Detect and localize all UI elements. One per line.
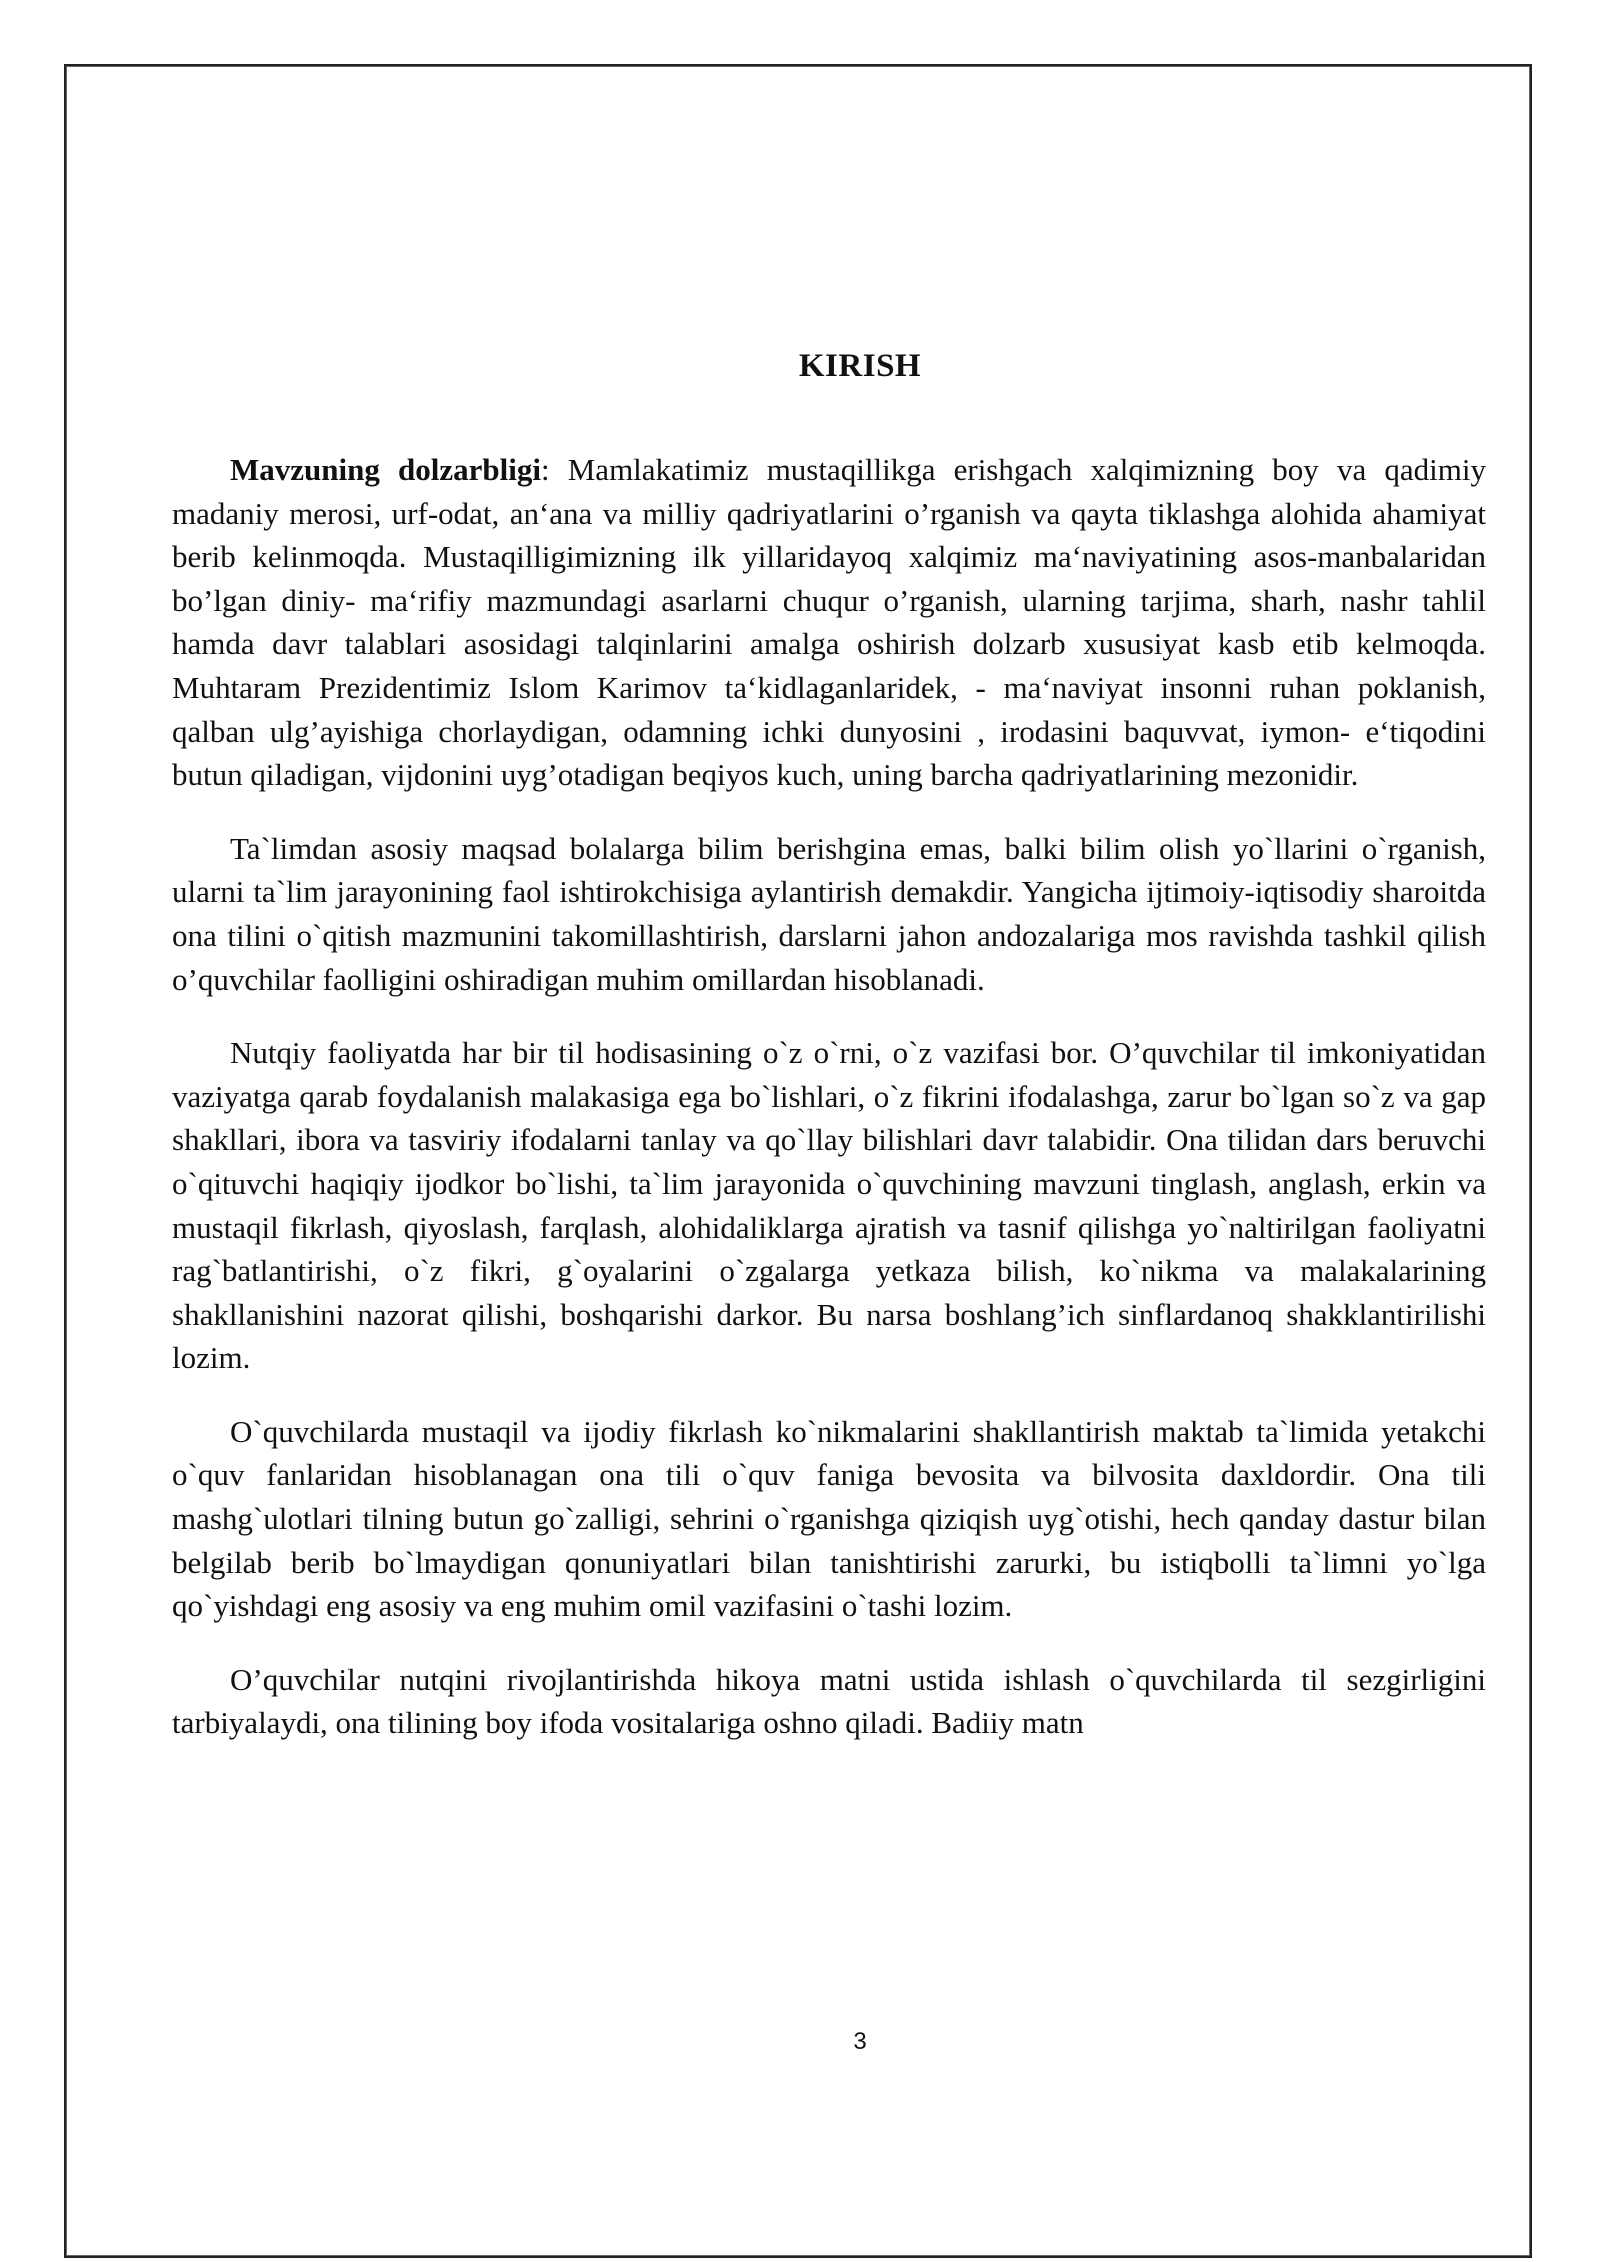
- paragraph-relevance: [172, 448, 1486, 797]
- paragraph-lead: Mavzuning dolzarbligi: [230, 452, 541, 487]
- paragraph-independent-thinking: O`quvchilarda mustaqil va ijodiy fikrlash ko`nikmalarini shakllantirish maktab ta`limida yetakchi o`quv fanlaridan hisoblanagan ona tili o`quv faniga bevosita va bilvosita daxldordir. Ona tili mashg`ulotlari tilning butun go`zalligi, sehrini o`rganishga qiziqish uyg`otishi, hech qanday dastur bilan belgilab berib bo`lmaydigan qonuniyatlari bilan tanishtirishi zarurki, bu istiqbolli ta`limni yo`lga qo`yishdagi eng asosiy va eng muhim omil vazifasini o`tashi lozim.: [172, 1413, 1486, 1624]
- page-title: KIRISH: [798, 348, 922, 384]
- document-body: [172, 448, 1486, 1775]
- paragraph-story-text: O’quvchilar nutqini rivojlantirishda hikoya matni ustida ishlash o`quvchilarda til sezgirligini tarbiyalaydi, ona tilining boy ifoda vositalariga oshno qiladi. Badiiy matn: [172, 1661, 1486, 1741]
- page-number: 3: [853, 2028, 867, 2055]
- paragraph-education-goal: Ta`limdan asosiy maqsad bolalarga bilim berishgina emas, balki bilim olish yo`llarini o`rganish, ularni ta`lim jarayonining faol ishtirokchisiga aylantirish demakdir. Yangicha ijtimoiy-iqtisodiy sharoitda ona tilini o`qitish mazmunini takomillashtirish, darslarni jahon andozalariga mos ravishda tashkil qilish o’quvchilar faolligini oshiradigan muhim omillardan hisoblanadi.: [172, 830, 1486, 997]
- paragraph-text: : Mamlakatimiz mustaqillikga erishgach xalqimizning boy va qadimiy madaniy merosi, urf-odat, an‘ana va milliy qadriyatlarini o’rganish va qayta tiklashga alohida ahamiyat berib kelinmoqda. Mustaqilligimizning ilk yillaridayoq xalqimiz ma‘naviyatining asos-manbalaridan bo’lgan diniy- ma‘rifiy mazmundagi asarlarni chuqur o’rganish, ularning tarjima, sharh, nashr tahlil hamda davr talablari asosidagi talqinlarini amalga oshirish dolzarb xususiyat kasb etib kelmoqda. Muhtaram Prezidentimiz Islom Karimov ta‘kidlaganlaridek, - ma‘naviyat insonni ruhan poklanish, qalban ulg’ayishiga chorlaydigan, odamning ichki dunyosini , irodasini baquvvat, iymon- e‘tiqodini butun qiladigan, vijdonini uyg’otadigan beqiyos kuch, uning barcha qadriyatlarining mezonidir.: [172, 452, 1486, 793]
- paragraph-speech-activity: Nutqiy faoliyatda har bir til hodisasining o`z o`rni, o`z vazifasi bor. O’quvchilar til imkoniyatidan vaziyatga qarab foydalanish malakasiga ega bo`lishlari, o`z fikrini ifodalashga, zarur bo`lgan so`z va gap shakllari, ibora va tasviriy ifodalarni tanlay va qo`llay bilishlari davr talabidir. Ona tilidan dars beruvchi o`qituvchi haqiqiy ijodkor bo`lishi, ta`lim jarayonida o`quvchining mavzuni tinglash, anglash, erkin va mustaqil fikrlash, qiyoslash, farqlash, alohidaliklarga ajratish va tasnif qilishga yo`naltirilgan faoliyatni rag`batlantirishi, o`z fikri, g`oyalarini o`zgalarga yetkaza bilish, ko`nikma va malakalarining shakllanishini nazorat qilishi, boshqarishi darkor. Bu narsa boshlang’ich sinflardanoq shakklantirilishi lozim.: [172, 1035, 1486, 1376]
